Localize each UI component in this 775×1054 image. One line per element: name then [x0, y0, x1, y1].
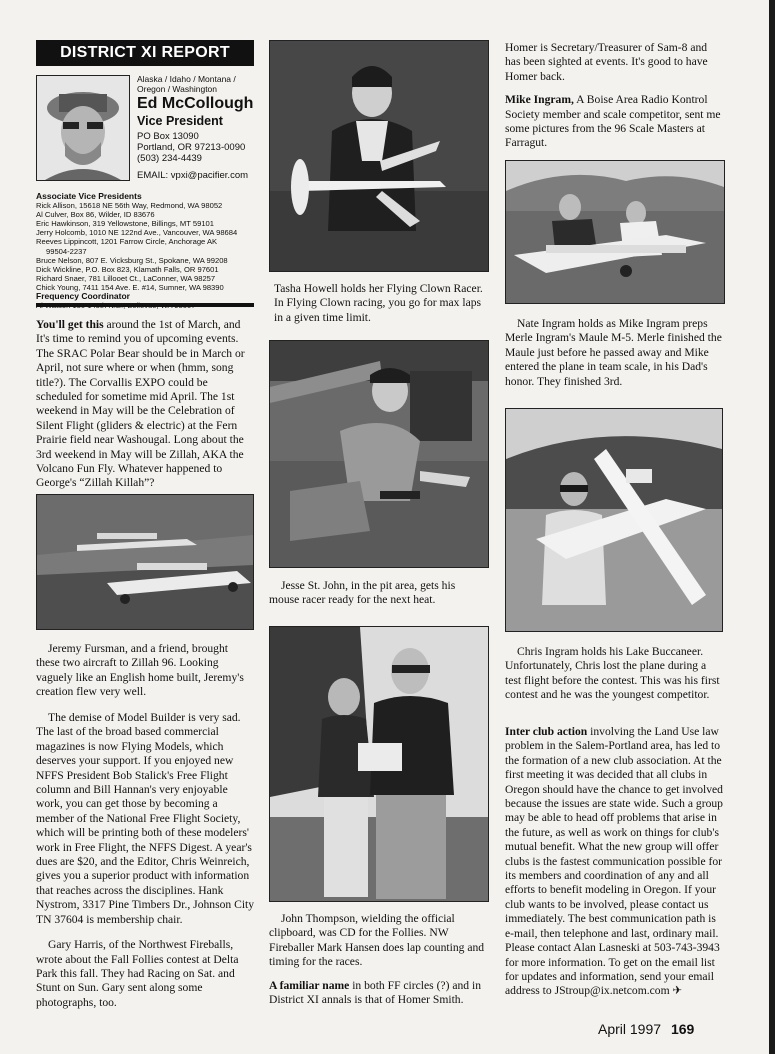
associate-item: Chick Young, 7411 154 Ave. E. #14, Sumner, WA 98390 — [36, 282, 224, 292]
photo-jesse-st-john — [269, 340, 489, 568]
paragraph: around the 1st of March, and It's time to remind you of upcoming events. The SRAC Polar Bear should be in March or April, not sure where or when (hmm, song title?). The Corvallis EXPO could be scheduled for sometime mid April. The 1st weekend in May will be the Celebration of Silent Flight (gliders & electric) at the Fern Prairie field near Washougal. Long about the 3rd weekend in May will be Zillah, AKA the Volcano Fun Fly. Whatever happened to George's “Zillah Killah”? — [36, 318, 245, 490]
column-3-body — [505, 725, 727, 1008]
column-1-intro — [36, 318, 256, 500]
officer-name: Ed McCollough — [137, 95, 254, 112]
caption-jesse: Jesse St. John, in the pit area, gets his mouse racer ready for the next heat. — [269, 579, 456, 607]
column-2-tail — [269, 979, 489, 1017]
caption-zillah: Jeremy Fursman, and a friend, brought these two aircraft to Zillah 96. Looking vaguely like an English home built, Jeremy's creation flew very well. — [36, 642, 244, 699]
header-rule — [36, 303, 254, 307]
page-footer — [598, 1020, 738, 1038]
paragraph: involving the Land Use law problem in the Salem-Portland area, has led to the formation of a new club association. At the first meeting it was decided that all clubs in Oregon should have the chance to get involved because the issues are state wide. Such a group may be able to head off problems that arise in the future, as well as work on things for club's mutual benefit. What the new group will offer clubs is the fastest communication possible for its members and coordination of any and all efforts to benefit modeling in Oregon. If your club wants to be involved, please contact us immediately. The best communication path is e-mail, then telephone and last, ordinary mail. Please contact Alan Lasneski at 503-743-3943 for more information. To get on the email list for updates and information, send your email address to JStroup@ix.netcom.com — [505, 725, 723, 998]
paragraph-fall-follies: Gary Harris, of the Northwest Fireballs, wrote about the Fall Follies contest at Delta Park this fall. They had Racing on Sat. and Stunt on Sun. Gary sent along some photographs, too. — [36, 938, 239, 1009]
associate-item: Dick Wickline, P.O. Box 823, Klamath Falls, OR 97601 — [36, 264, 219, 274]
paragraph: A Boise Area Radio Kontrol Society member and scale competitor, sent me some pictures from the 96 Scale Masters at Farragut. — [505, 93, 721, 150]
district-title: DISTRICT XI REPORT — [60, 44, 230, 61]
photo-zillah-aircraft — [36, 494, 254, 630]
district-banner — [36, 40, 254, 66]
portrait-photo — [36, 75, 130, 181]
associate-item: Eric Hawkinson, 319 Yellowstone, Billings, MT 59101 — [36, 219, 214, 229]
column-3-top — [505, 41, 725, 160]
associates-heading: Associate Vice Presidents — [36, 191, 142, 201]
freq-heading: Frequency Coordinator — [36, 291, 130, 302]
associates-block — [36, 192, 258, 310]
states-list: Alaska / Idaho / Montana / Oregon / Washington — [137, 74, 236, 94]
officer-info — [137, 74, 257, 181]
issue-date: April 1997 — [598, 1021, 662, 1037]
scan-edge — [769, 0, 775, 1054]
officer-email: EMAIL: vpxi@pacifier.com — [137, 170, 249, 181]
caption-lake-buccaneer: Chris Ingram holds his Lake Buccaneer. Unfortunately, Chris lost the plane during a test flight before the contest. This was his first contest and he was the youngest competitor. — [505, 645, 720, 702]
associate-item: Al Culver, Box 86, Wilder, ID 83676 — [36, 210, 155, 220]
associate-item: Reeves Lippincott, 1201 Farrow Circle, Anchorage AK — [36, 237, 218, 247]
officer-phone: (503) 234-4439 — [137, 153, 202, 164]
column-1-body — [36, 711, 256, 1019]
photo-lake-buccaneer — [505, 408, 723, 632]
associate-item: Richard Snaer, 781 Lillooet Ct., LaConner, WA 98257 — [36, 273, 216, 283]
lead-in: Mike Ingram, — [505, 93, 574, 107]
caption-tasha: Tasha Howell holds her Flying Clown Racer. In Flying Clown racing, you go for max laps in a given time limit. — [274, 282, 483, 324]
caption-john-thompson: John Thompson, wielding the official clipboard, was CD for the Follies. NW Fireballer Mark Hansen does lap counting and timing for the races. — [269, 912, 485, 969]
officer-address1: PO Box 13090 — [137, 131, 199, 142]
officer-role: Vice President — [137, 114, 223, 128]
photo-maule-m5 — [505, 160, 725, 304]
associate-item: 99504-2237 — [46, 246, 87, 256]
associate-item: Bruce Nelson, 807 E. Vicksburg St., Spokane, WA 99208 — [36, 255, 228, 265]
photo-tasha-howell — [269, 40, 489, 272]
airplane-icon: ✈ — [672, 984, 683, 998]
lead-in: You'll get this — [36, 318, 104, 331]
caption-maule: Nate Ingram holds as Mike Ingram preps Merle Ingram's Maule M-5. Merle finished the Maule just before he passed away and Mike entered the plane in team scale, in his Dad's honor. They finished 3rd. — [505, 317, 722, 388]
photo-john-thompson — [269, 626, 489, 902]
paragraph: in both FF circles (?) and in District XI annals is that of Homer Smith. — [269, 979, 481, 1007]
officer-address2: Portland, OR 97213-0090 — [137, 142, 246, 153]
paragraph-homer: Homer is Secretary/Treasurer of Sam-8 and has been sighted at events. It's good to have Homer back. — [505, 41, 708, 83]
paragraph-model-builder: The demise of Model Builder is very sad. The last of the broad based commercial magazines is now Flying Models, which deserves your support. If you enjoyed new NFFS President Bob Stalick's Free Flight column and Bill Hannan's very enjoyable work, you can get those by becoming a member of the National Free Flight Society, which will be printing both of these modelers' work in Free Flight, the NFFS Digest. A year's dues are $20, and the Editor, Chris Weinreich, gives you a superior product with information that reaches across the disciplines. Hank Nystrom, 3317 Pine Timbers Dr., Johnson City TN 37604 is membership chair. — [36, 711, 255, 926]
lead-in: A familiar name — [269, 979, 350, 992]
lead-in: Inter club action — [505, 725, 588, 738]
associate-item: Rick Allison, 15618 NE 56th Way, Redmond, WA 98052 — [36, 201, 223, 211]
page-number: 169 — [670, 1021, 695, 1037]
associate-item: Jerry Holcomb, 1010 NE 122nd Ave., Vancouver, WA 98684 — [36, 228, 238, 238]
